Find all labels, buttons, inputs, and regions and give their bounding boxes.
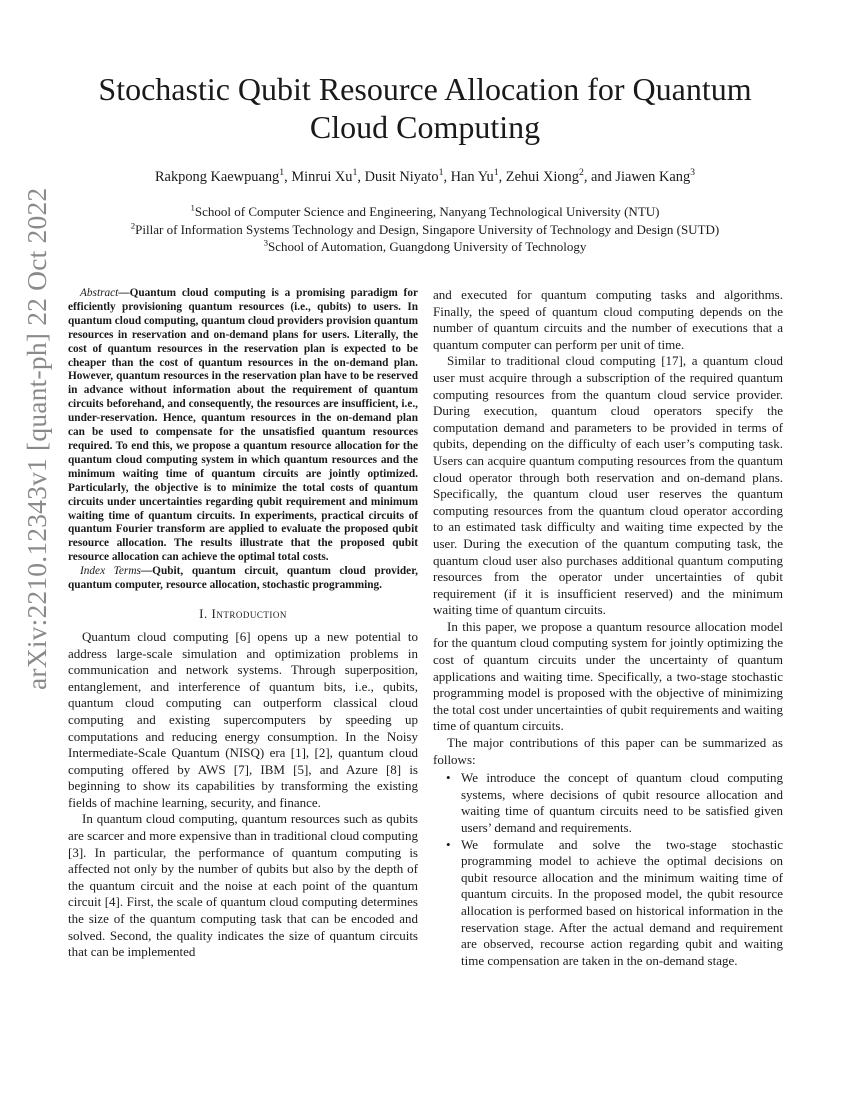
affiliation-list <box>60 203 790 256</box>
paper-title <box>60 70 790 146</box>
affiliation: $^2$Pillar of Information Systems Technology and Design, Singapore University of Technology and Design (SUTD) <box>130 220 720 237</box>
abstract-text: —Quantum cloud computing is a promising paradigm for efficiently provisioning quantum resources (i.e., qubits) to users. In quantum cloud computing, quantum cloud providers provision quantum resources in reservation and on-demand plans for users. Literally, the cost of quantum resources in the reservation plan is expected to be cheaper than the cost of quantum resources in the on-demand plan. However, quantum resources in the reservation plan have to be reserved in advance without information about the requirement of quantum circuits beforehand, and consequently, the resources are insufficient, i.e., under-reservation. Hence, quantum resources in the on-demand plan can be used to compensate for the unsatisfied quantum resources required. To end this, we propose a quantum resource allocation for the quantum cloud computing system in which quantum resources and the minimum waiting time of quantum circuits are jointly optimized. Particularly, the objective is to minimize the total costs of quantum circuits under uncertainties regarding qubit requirement and minimum waiting time of quantum circuits. In experiments, practical circuits of quantum Fourier transform are applied to evaluate the proposed qubit resource allocation. The results illustrate that the proposed qubit resource allocation can achieve the optimal total costs. <box>68 287 418 564</box>
intro-paragraph: Quantum cloud computing [6] opens up a new potential to address large-scale simulation and optimization problems in communication and network systems. Through superposition, entanglement, and interference of quantum bits, i.e., qubits, quantum cloud computing can outperform classical cloud computing and existing supercomputers by speeding up computations and reducing energy consumption. In the Noisy Intermediate-Scale Quantum (NISQ) era [1], [2], quantum cloud computing offered by AWS [7], IBM [5], and Azure [8] is beginning to show its capabilities by transforming the existing fields of machine learning, security, and finance. <box>68 628 418 810</box>
intro-paragraph: In this paper, we propose a quantum resource allocation model for the quantum cloud computing system for jointly optimizing the cost of quantum circuits under the uncertainty of quantum applications and waiting time. Specifically, a two-stage stochastic programming model is proposed with the objective of minimizing the total cost under uncertainties of qubit requirements and waiting time of quantum circuits. <box>433 618 783 734</box>
affiliation: $^1$School of Computer Science and Engineering, Nanyang Technological University (NTU) <box>190 202 660 219</box>
title-line-2: Cloud Computing <box>309 109 541 145</box>
contributions-intro: The major contributions of this paper can be summarized as follows: <box>433 735 783 767</box>
author: Zehui Xiong$^2$, and <box>505 167 616 185</box>
author: Jiawen Kang$^3$ <box>615 167 696 185</box>
abstract-label: Abstract <box>80 287 119 299</box>
index-terms <box>68 565 418 593</box>
contributions-list <box>433 770 783 969</box>
author-list <box>60 167 790 187</box>
intro-paragraph-continuation: and executed for quantum computing tasks and algorithms. Finally, the speed of quantum cloud computing depends on the number of quantum circuits and the number of executions that a quantum computer can perform per unit of time. <box>433 287 783 352</box>
author: Minrui Xu$^1$, <box>291 167 365 185</box>
intro-paragraph: In quantum cloud computing, quantum resources such as qubits are scarcer and more expensive than in traditional cloud computing [3]. In particular, the performance of quantum computing is affected not only by the number of qubits but also by the depth of the quantum circuit and the noise at each point of the quantum circuit [4]. First, the scale of quantum cloud computing determines the size of the quantum computing task that can be encoded and solved. Second, the quality indicates the size of quantum circuits that can be implemented <box>68 811 418 960</box>
author: Rakpong Kaewpuang$^1$, <box>154 167 292 185</box>
affiliation: $^3$School of Automation, Guangdong University of Technology <box>263 237 587 254</box>
bullet-icon: • <box>446 770 451 786</box>
abstract <box>68 287 418 565</box>
contribution-item: • We introduce the concept of quantum cloud computing systems, where decisions of qubit resource allocation and waiting time of quantum circuits need to be satisfied given users’ demand and requirements. <box>446 770 783 835</box>
section-heading-introduction: I. Introduction <box>199 605 287 621</box>
left-column <box>68 287 418 961</box>
index-terms-text: —Qubit, quantum circuit, quantum cloud provider, quantum computer, resource allocation, stochastic programming. <box>68 565 418 592</box>
contribution-item: • We formulate and solve the two-stage stochastic programming model to achieve the optimal decisions on qubit resource allocation and the minimum waiting time of quantum circuits. In the proposed model, the qubit resource allocation is performed based on historical information in the reservation stage. After the actual demand and requirement are observed, recourse action regarding qubit and waiting time compensation are taken in the on-demand stage. <box>446 836 783 968</box>
index-terms-label: Index Terms <box>80 565 141 578</box>
right-column <box>433 287 783 969</box>
title-line-1: Stochastic Qubit Resource Allocation for Quantum <box>98 71 752 107</box>
intro-paragraph: Similar to traditional cloud computing [17], a quantum cloud user must acquire through a subscription of the required quantum computing resources from the quantum cloud service provider. During execution, quantum cloud operators specify the computation demand and parameters to be provided in terms of qubits, depending on the difficulty of each user’s computing task. Users can acquire quantum computing resources from the quantum cloud operator through both reservation and on-demand plans. Specifically, the quantum cloud user reserves the quantum computing resources from the quantum cloud operator according to an estimated task difficulty and waiting time expected by the user. During the execution of the quantum computing task, the quantum cloud user also purchases additional quantum computing resources from the operator under uncertainties of qubit requirement (if it is insufficient reserved) and the minimum waiting time of quantum circuits. <box>433 353 783 618</box>
bullet-icon: • <box>446 836 451 852</box>
arxiv-identifier-stamp[interactable]: arXiv:2210.12343v1 [quant-ph] 22 Oct 2022 <box>21 187 52 690</box>
author: Dusit Niyato$^1$, <box>364 167 451 185</box>
author: Han Yu$^1$, <box>450 167 506 185</box>
